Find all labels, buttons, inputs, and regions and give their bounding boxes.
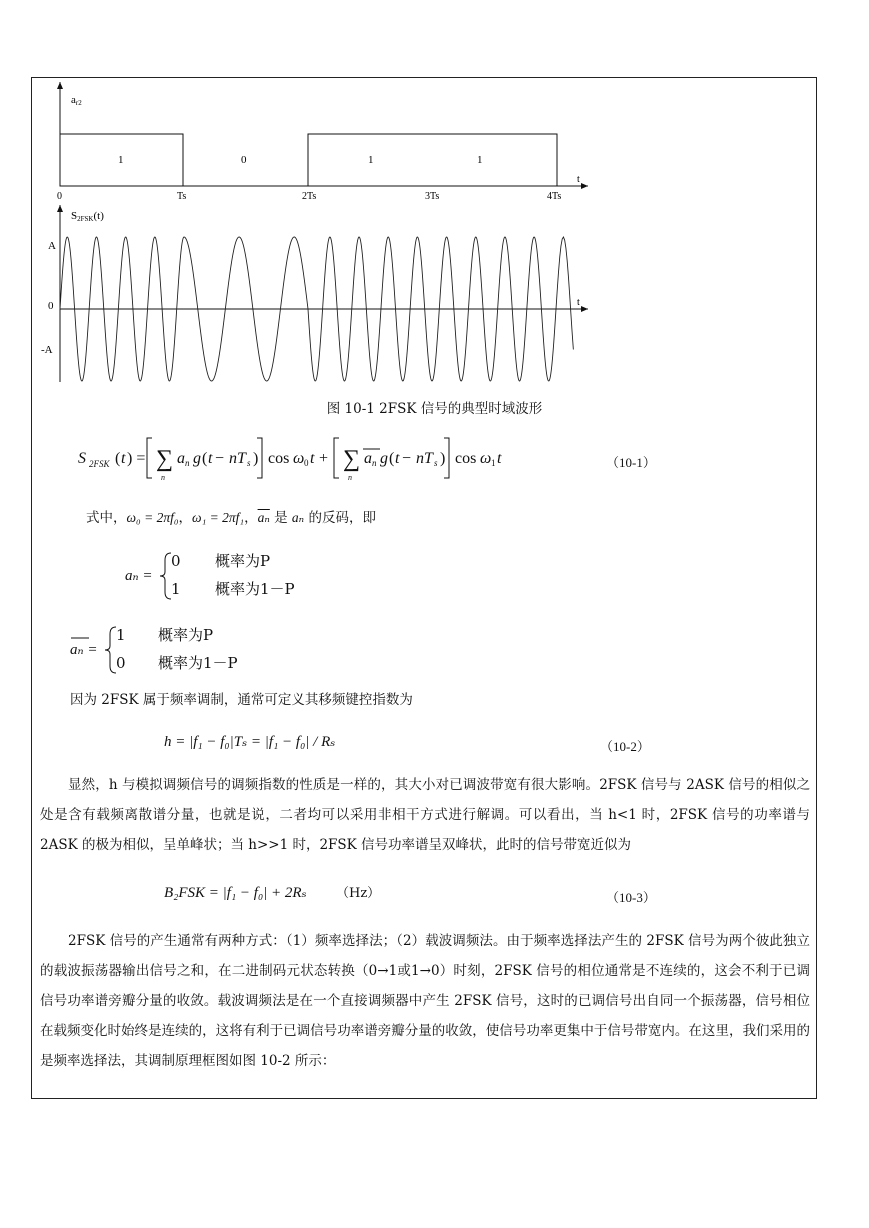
an-lhs: aₙ = bbox=[125, 568, 153, 584]
an-row1-text: 概率为P bbox=[215, 552, 271, 570]
bit-value-1: 1 bbox=[118, 154, 124, 166]
svg-text:t: t bbox=[121, 450, 126, 467]
bottom-y-label-sub: 2FSK bbox=[77, 215, 94, 223]
where-suffix: 的反码，即 bbox=[304, 510, 376, 526]
bit-box-3-4 bbox=[308, 134, 557, 186]
an-bar-symbol: $\overline{a_n}$ bbox=[257, 510, 270, 525]
svg-text:a: a bbox=[177, 450, 185, 467]
anbar-definition bbox=[70, 624, 270, 674]
eq3-unit: （Hz） bbox=[336, 886, 381, 901]
svg-text:t: t bbox=[497, 450, 502, 467]
svg-text:cos: cos bbox=[268, 450, 290, 467]
tick-4ts: 4Ts bbox=[547, 191, 562, 202]
svg-text:2FSK: 2FSK bbox=[89, 459, 110, 469]
svg-text:): ) bbox=[253, 450, 259, 467]
an-row1-val: 0 bbox=[171, 552, 181, 570]
svg-text:cos: cos bbox=[455, 450, 477, 467]
anbar-row1-val: 1 bbox=[116, 626, 126, 644]
svg-text:) =: ) = bbox=[127, 450, 146, 467]
equation-10-3: B₂FSK = |f₁ − f₀| + 2Rₛ bbox=[164, 885, 307, 901]
svg-text:n: n bbox=[348, 473, 352, 482]
bottom-y-label-tail: (t) bbox=[93, 210, 104, 222]
top-y-label: a bbox=[71, 94, 76, 106]
an-row2-val: 1 bbox=[171, 580, 181, 598]
svg-text:nT: nT bbox=[416, 450, 433, 467]
omega0-def: ω₀ = 2πf₀ bbox=[126, 510, 179, 525]
svg-text:(: ( bbox=[202, 450, 208, 467]
paragraph-obvious: 显然，h 与模拟调频信号的调频指数的性质是一样的，其大小对已调波带宽有很大影响。2FSK 信号与 2ASK 信号的相似之处是含有载频离散谱分量，也就是说，二者均可以采用非相干方式进行解调。可以看出，当 h<1 时，2FSK 信号的功率谱与 2ASK 的极为相似，呈单峰状；当 h>>1 时，2FSK 信号功率谱呈双峰状，此时的信号带宽近似为 bbox=[40, 777, 810, 853]
svg-text:(: ( bbox=[115, 450, 121, 467]
svg-text:∑: ∑ bbox=[343, 446, 361, 472]
paragraph-generation: 2FSK 信号的产生通常有两种方式：（1）频率选择法；（2）载波调频法。由于频率选择法产生的 2FSK 信号为两个彼此独立的载波振荡器输出信号之和，在二进制码元状态转换（0→1或1→0）时刻，2FSK 信号的相位通常是不连续的，这会不利于已调信号功率谱旁瓣分量的收敛。载波调频法是在一个直接调频器中产生 2FSK 信号，这时的已调信号出自同一个振荡器，信号相位在载频变化时始终是连续的，这将有利于已调信号功率谱旁瓣分量的收敛，使信号功率更集中于信号带宽内。在这里，我们采用的是频率选择法，其调制原理框图如图 10-2 所示： bbox=[40, 933, 810, 1069]
tick-3ts: 3Ts bbox=[425, 191, 440, 202]
svg-text:1: 1 bbox=[491, 458, 496, 468]
svg-text:t: t bbox=[208, 450, 213, 467]
svg-text:+: + bbox=[319, 450, 329, 467]
eq1-where-line bbox=[86, 511, 376, 526]
anbar-row1-text: 概率为P bbox=[158, 626, 214, 644]
svg-text:s: s bbox=[434, 458, 438, 468]
an-symbol: aₙ bbox=[291, 510, 305, 525]
eq1-number: （10-1） bbox=[606, 455, 656, 470]
where-prefix: 式中， bbox=[86, 510, 127, 526]
svg-text:t: t bbox=[395, 450, 400, 467]
svg-text:S2FSK(t) bbox=[71, 210, 104, 223]
tick-0: 0 bbox=[57, 191, 62, 202]
svg-text:ω: ω bbox=[480, 450, 492, 467]
anbar-row2-text: 概率为1－P bbox=[158, 654, 238, 672]
svg-text:g: g bbox=[193, 450, 201, 467]
an-row2-text: 概率为1－P bbox=[215, 580, 295, 598]
svg-text:(: ( bbox=[389, 450, 395, 467]
eq3-number: （10-3） bbox=[606, 890, 656, 905]
svg-text:−: − bbox=[215, 450, 225, 467]
figure-caption: 图 10-1 2FSK 信号的典型时域波形 bbox=[326, 401, 543, 417]
where-sep-2: ， bbox=[244, 510, 258, 526]
svg-text:s: s bbox=[247, 458, 251, 468]
svg-text:t: t bbox=[310, 450, 315, 467]
bit-value-2: 0 bbox=[241, 154, 247, 166]
svg-text:−: − bbox=[402, 450, 412, 467]
omega1-def: ω₁ = 2πf₁ bbox=[192, 510, 245, 525]
svg-text:n: n bbox=[185, 458, 190, 468]
index-intro: 因为 2FSK 属于频率调制，通常可定义其移频键控指数为 bbox=[70, 692, 413, 708]
svg-text:S: S bbox=[78, 450, 86, 467]
level-neg-a: -A bbox=[41, 344, 53, 356]
top-y-label-sub: r2 bbox=[75, 99, 82, 107]
svg-text:ω: ω bbox=[293, 450, 305, 467]
svg-text:): ) bbox=[440, 450, 446, 467]
bit-value-3: 1 bbox=[368, 154, 374, 166]
svg-text:n: n bbox=[161, 473, 165, 482]
svg-text:ar2 bbox=[71, 94, 82, 107]
anbar-lhs: aₙ = bbox=[70, 642, 98, 658]
level-a: A bbox=[48, 240, 56, 252]
eq2-number: （10-2） bbox=[600, 739, 650, 754]
equation-10-1 bbox=[75, 432, 635, 484]
top-x-label: t bbox=[577, 174, 580, 185]
svg-text:g: g bbox=[380, 450, 388, 467]
equation-10-2: h = |f₁ − f₀|Tₛ = |f₁ − f₀| / Rₛ bbox=[164, 734, 336, 750]
svg-text:n: n bbox=[372, 458, 377, 468]
bit-value-4: 1 bbox=[477, 154, 483, 166]
where-sep: ， bbox=[178, 510, 193, 526]
svg-text:∑: ∑ bbox=[156, 446, 174, 472]
svg-text:0: 0 bbox=[304, 458, 309, 468]
anbar-row2-val: 0 bbox=[116, 654, 126, 672]
level-zero: 0 bbox=[48, 300, 54, 312]
svg-text:a: a bbox=[364, 450, 372, 467]
bottom-x-label: t bbox=[577, 297, 580, 308]
an-definition bbox=[125, 550, 325, 600]
figure-10-1 bbox=[0, 0, 869, 400]
bottom-y-label: S bbox=[71, 210, 78, 222]
tick-ts: Ts bbox=[177, 191, 187, 202]
where-is: 是 bbox=[269, 510, 292, 526]
svg-text:nT: nT bbox=[229, 450, 246, 467]
tick-2ts: 2Ts bbox=[302, 191, 317, 202]
